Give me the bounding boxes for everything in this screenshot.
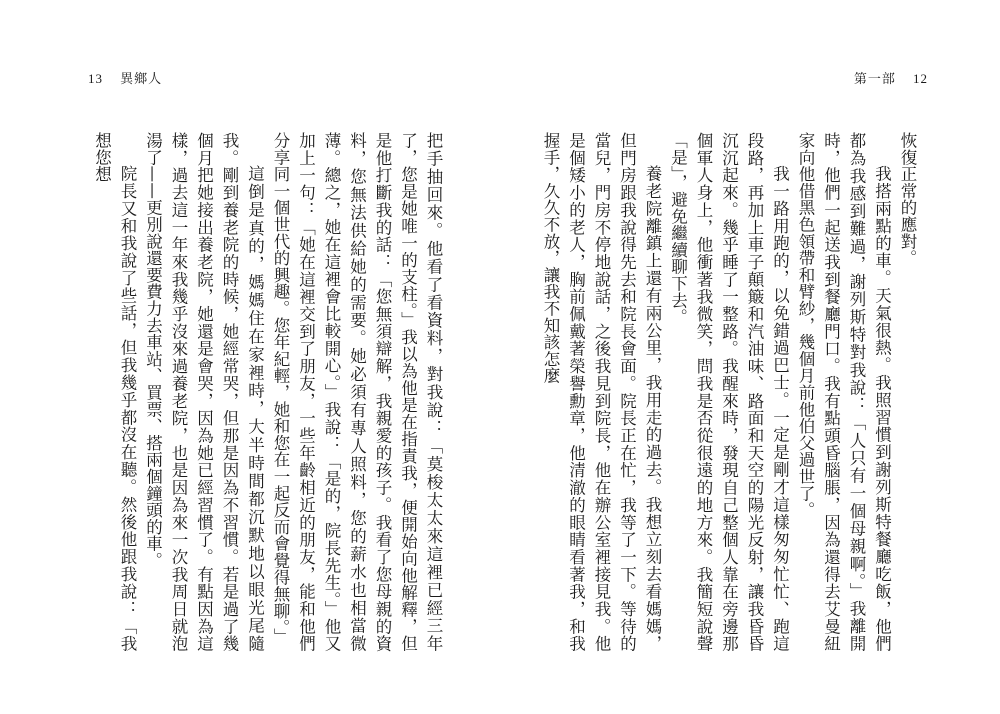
paragraph: 恢復正常的應對。 [898,132,917,267]
left-page [88,132,446,652]
part-title: 第一部 [853,72,896,87]
left-page-header [88,68,162,87]
paragraph: 我一路用跑的，以免錯過巴士。一定是剛才這樣匆匆忙忙、跑這段路，再加上車子顛簸和汽油味、路面和天空的陽光反射，讓我昏昏沉沉起來。幾乎睡了一整路。我醒來時，發現自己整個人靠在旁邊那個軍人身上，他衝著我微笑，問我是否從很遠的地方來。我簡短說聲「是」，避免繼續聊下去。 [668,132,790,652]
paragraph: 這倒是真的，媽媽住在家裡時，大半時間都沉默地以眼光尾隨我。剛到養老院的時候，她經常哭，但那是因為不習慣。若是過了幾個月把她接出養老院，她還是會哭，因為她已經習慣了。有點因為這樣，過去這一年來我幾乎沒來過養老院，也是因為來一次我周日就泡湯了——更別說還要費力去車站、買票、搭兩個鐘頭的車。 [143,132,265,652]
right-page-header [854,68,928,87]
right-page [541,132,920,652]
right-page-text [541,132,920,652]
paragraph: 我搭兩點的車。天氣很熱。我照習慣到謝列斯特餐廳吃飯，他們都為我感到難過，謝列斯特對我說：「人只有一個母親啊。」我離開時，他們一起送我到餐廳門口。我有點頭昏腦脹，因為還得去艾曼紐家向他借黑色領帶和臂紗，幾個月前他伯父過世了。 [796,132,892,652]
paragraph: 院長又和我說了些話，但我幾乎都沒在聽。然後他跟我說：「我想您想 [92,132,137,652]
book-title: 異鄉人 [120,72,163,87]
paragraph: 把手抽回來。他看了看資料，對我說：「莫梭太太來這裡已經三年了，您是她唯一的支柱。」我以為他是在指責我，便開始向他解釋，但是他打斷我的話：「您無須辯解，我親愛的孩子。我看了您母親的資料，您無法供給她的需要。她必須有專人照料，您的薪水也相當微薄。總之，她在這裡會比較開心。」我說：「是的，院長先生。」他又加上一句：「她在這裡交到了朋友，一些年齡相近的朋友，能和他們分享同一個世代的興趣。您年紀輕，她和您在一起反而會覺得無聊。」 [271,132,443,652]
right-page-number: 12 [913,71,928,86]
left-page-text [88,132,446,652]
paragraph: 養老院離鎮上還有兩公里，我用走的過去。我想立刻去看媽媽，但門房跟我說得先去和院長會面。院長正在忙，我等了一下。等待的當兒，門房不停地說話，之後我見到院長，他在辦公室裡接見我。他是個矮小的老人，胸前佩戴著榮譽勳章，他清澈的眼睛看著我，和我握手，久久不放，讓我不知該怎麼 [541,132,662,652]
left-page-number: 13 [88,71,103,86]
